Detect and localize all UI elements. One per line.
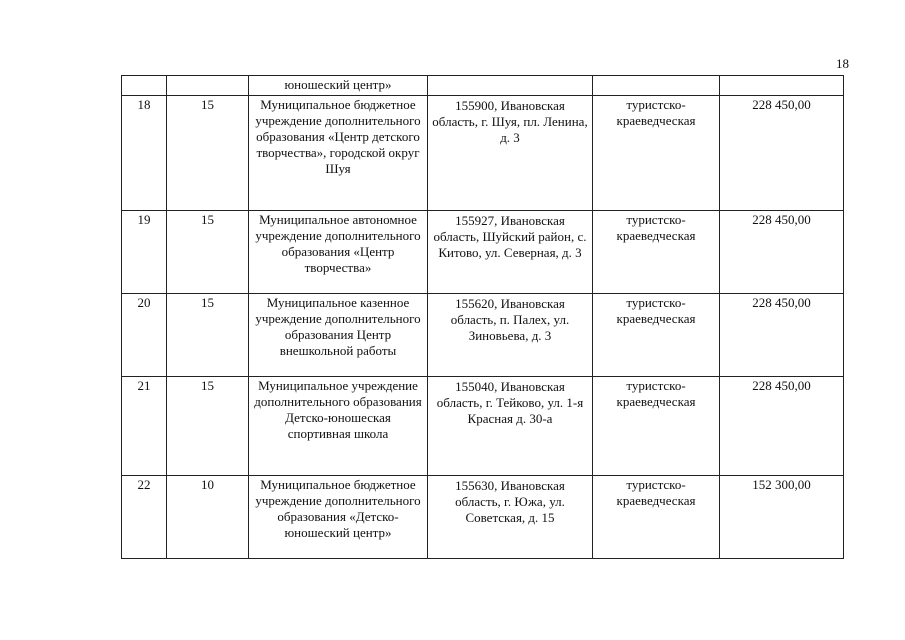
cell-hours: 15 — [167, 96, 249, 211]
cell-amount: 228 450,00 — [720, 96, 844, 211]
cell-hours: 15 — [167, 211, 249, 294]
table-row — [122, 476, 844, 559]
cell-organization: Муниципальное учреждение дополнительного образования Детско-юношеская спортивная школа — [249, 377, 428, 476]
table-row — [122, 96, 844, 211]
cell-address: 155927, Ивановская область, Шуйский район, с. Китово, ул. Северная, д. 3 — [428, 211, 593, 294]
cell-hours — [167, 76, 249, 96]
cell-num — [122, 76, 167, 96]
cell-organization: Муниципальное автономное учреждение дополнительного образования «Центр творчества» — [249, 211, 428, 294]
cell-type: туристско-краеведческая — [593, 96, 720, 211]
cell-address: 155620, Ивановская область, п. Палех, ул. Зиновьева, д. 3 — [428, 294, 593, 377]
cell-amount — [720, 76, 844, 96]
cell-address: 155630, Ивановская область, г. Южа, ул. Советская, д. 15 — [428, 476, 593, 559]
table-row — [122, 294, 844, 377]
cell-type — [593, 76, 720, 96]
cell-num: 20 — [122, 294, 167, 377]
cell-amount: 228 450,00 — [720, 294, 844, 377]
cell-type: туристско-краеведческая — [593, 294, 720, 377]
cell-hours: 15 — [167, 294, 249, 377]
cell-organization: юношеский центр» — [249, 76, 428, 96]
cell-num: 18 — [122, 96, 167, 211]
page-number: 18 — [836, 56, 849, 71]
cell-type: туристско-краеведческая — [593, 476, 720, 559]
cell-amount: 228 450,00 — [720, 211, 844, 294]
cell-type: туристско-краеведческая — [593, 377, 720, 476]
cell-organization: Муниципальное бюджетное учреждение дополнительного образования «Детско-юношеский центр» — [249, 476, 428, 559]
cell-num: 22 — [122, 476, 167, 559]
table-row — [122, 211, 844, 294]
cell-address: 155040, Ивановская область, г. Тейково, ул. 1-я Красная д. 30-а — [428, 377, 593, 476]
institutions-table — [121, 75, 844, 559]
cell-organization: Муниципальное казенное учреждение дополнительного образования Центр внешкольной работы — [249, 294, 428, 377]
cell-num: 21 — [122, 377, 167, 476]
cell-address — [428, 76, 593, 96]
table-row — [122, 377, 844, 476]
cell-hours: 15 — [167, 377, 249, 476]
cell-organization: Муниципальное бюджетное учреждение дополнительного образования «Центр детского творчества», городской округ Шуя — [249, 96, 428, 211]
cell-hours: 10 — [167, 476, 249, 559]
table-row-continuation — [122, 76, 844, 96]
cell-num: 19 — [122, 211, 167, 294]
cell-amount: 152 300,00 — [720, 476, 844, 559]
cell-amount: 228 450,00 — [720, 377, 844, 476]
cell-type: туристско-краеведческая — [593, 211, 720, 294]
cell-address: 155900, Ивановская область, г. Шуя, пл. Ленина, д. 3 — [428, 96, 593, 211]
